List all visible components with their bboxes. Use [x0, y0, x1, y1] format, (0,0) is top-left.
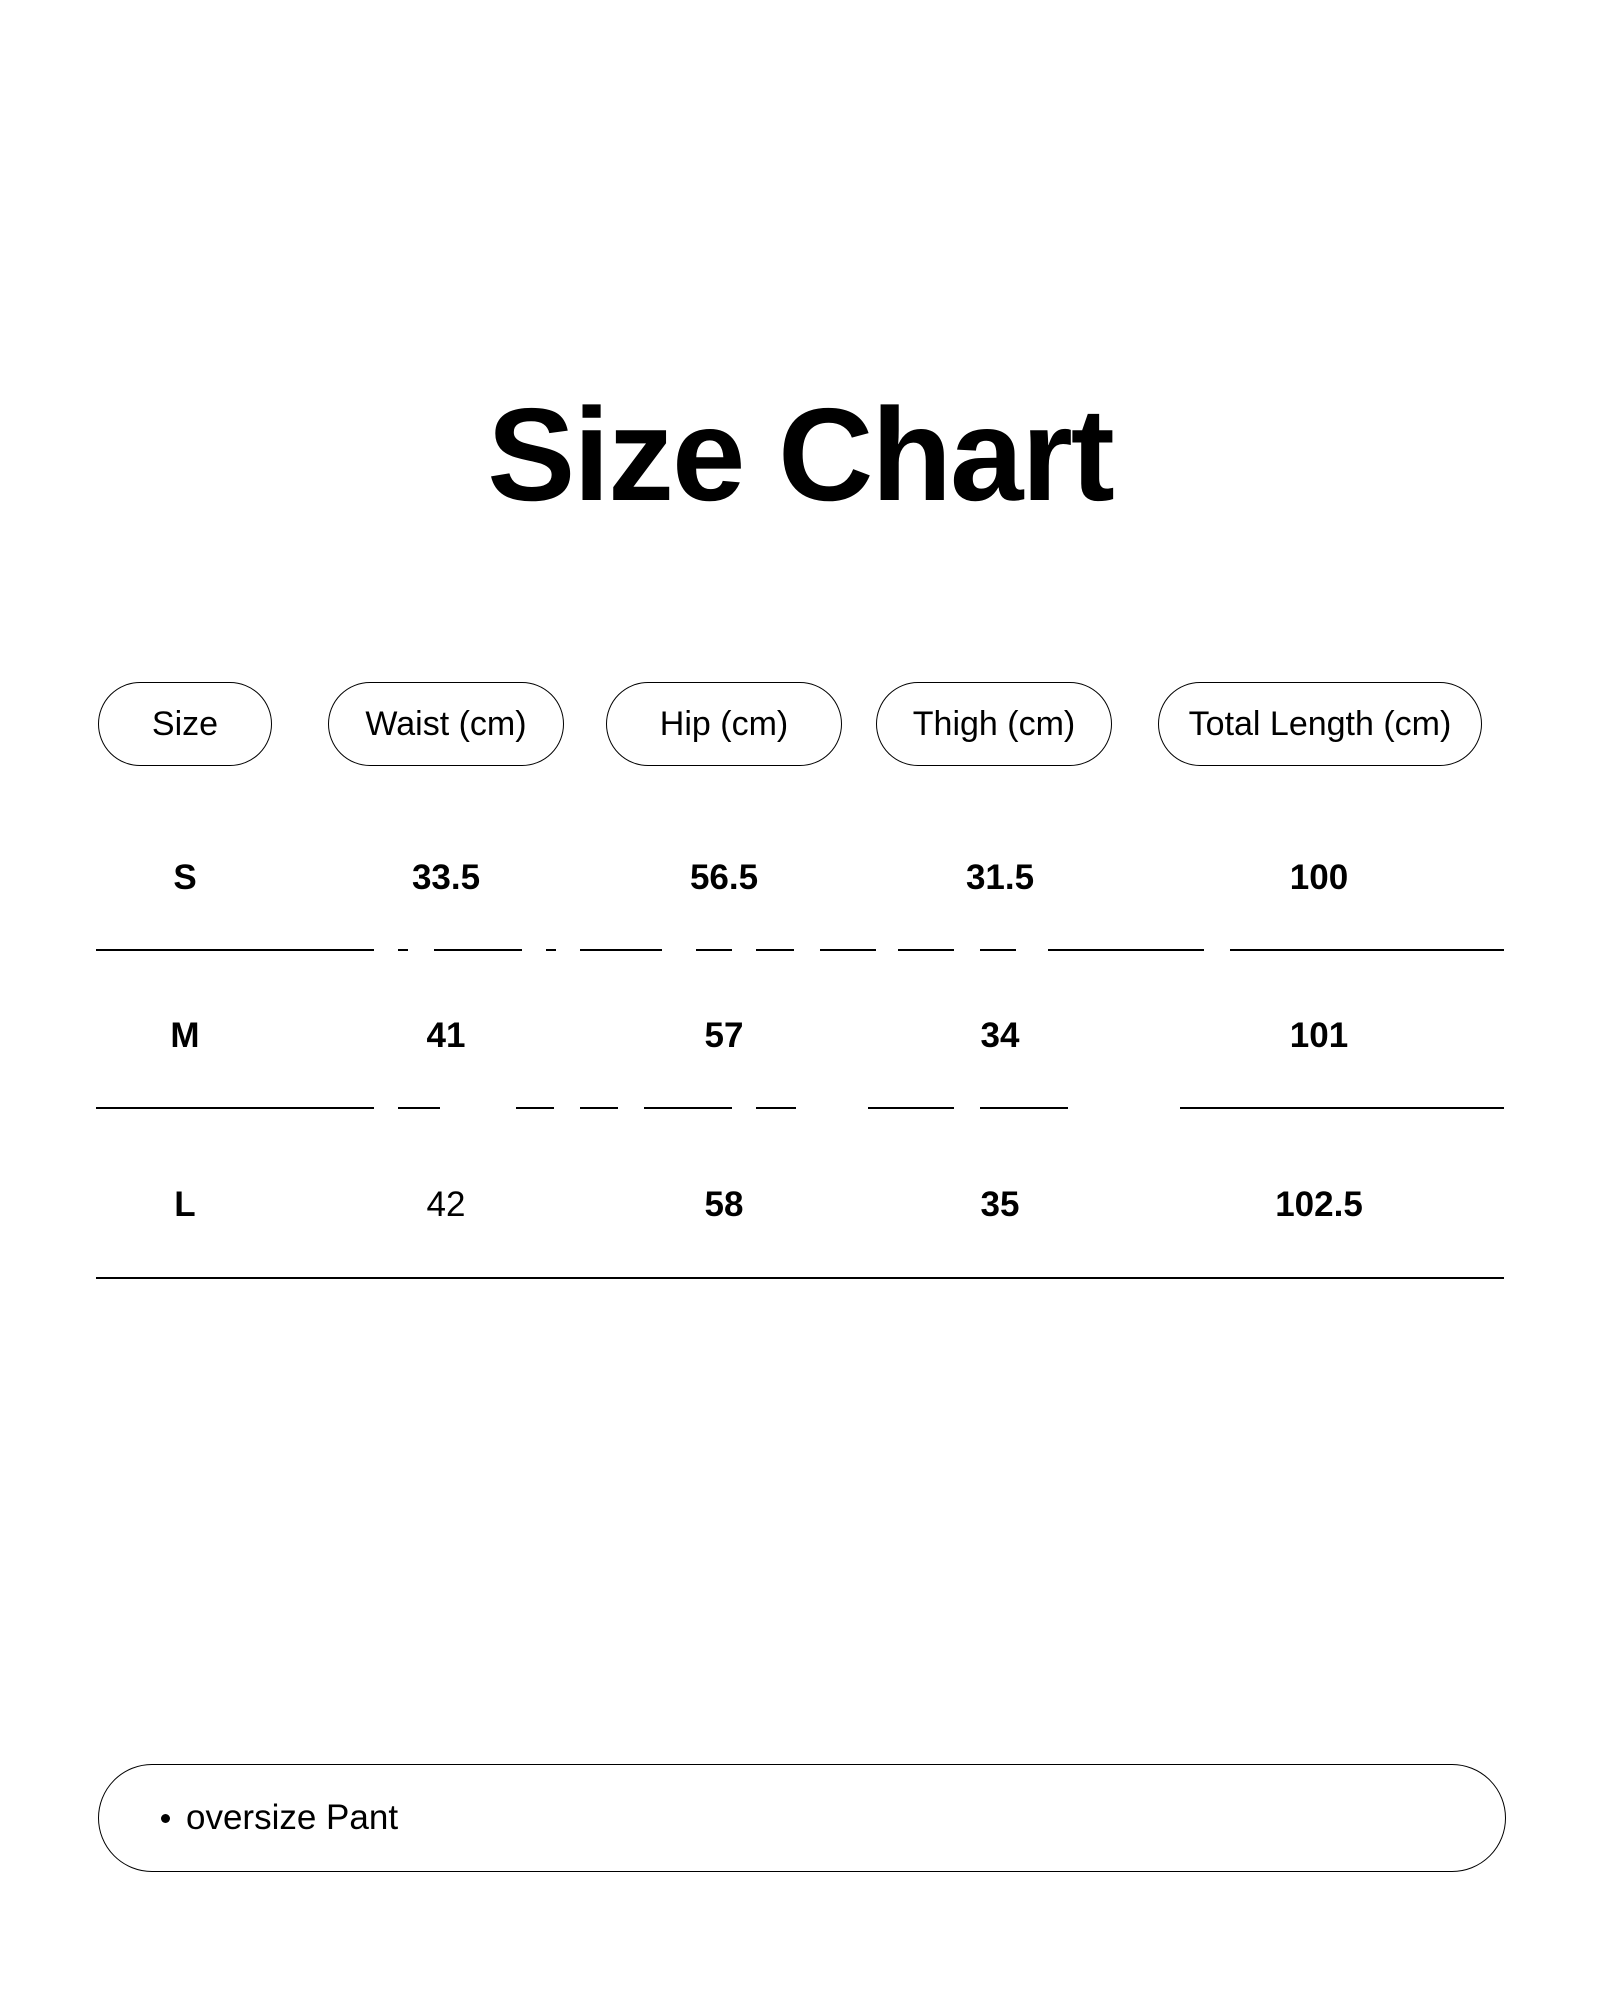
cell-waist: 41 [426, 1016, 466, 1055]
cell-thigh: 35 [980, 1185, 1020, 1224]
cell-total-length: 101 [1289, 1016, 1349, 1055]
header-total-length: Total Length (cm) [1158, 682, 1482, 766]
cell-hip: 58 [704, 1185, 744, 1224]
cell-size: S [173, 858, 197, 897]
bullet-icon [161, 1814, 170, 1823]
note-text: oversize Pant [186, 1798, 399, 1837]
cell-total-length: 100 [1289, 858, 1349, 897]
note-box [98, 1764, 1506, 1872]
cell-waist: 42 [426, 1185, 466, 1224]
cell-thigh: 31.5 [965, 858, 1035, 897]
header-thigh: Thigh (cm) [876, 682, 1112, 766]
cell-waist: 33.5 [411, 858, 481, 897]
page-title: Size Chart [487, 381, 1113, 528]
cell-hip: 57 [704, 1016, 744, 1055]
cell-total-length: 102.5 [1275, 1185, 1363, 1224]
header-hip: Hip (cm) [606, 682, 842, 766]
header-size: Size [98, 682, 272, 766]
cell-size: L [174, 1185, 196, 1224]
cell-thigh: 34 [980, 1016, 1020, 1055]
cell-size: M [170, 1016, 200, 1055]
header-waist: Waist (cm) [328, 682, 564, 766]
cell-hip: 56.5 [689, 858, 759, 897]
table-bottom-rule [96, 1277, 1504, 1279]
